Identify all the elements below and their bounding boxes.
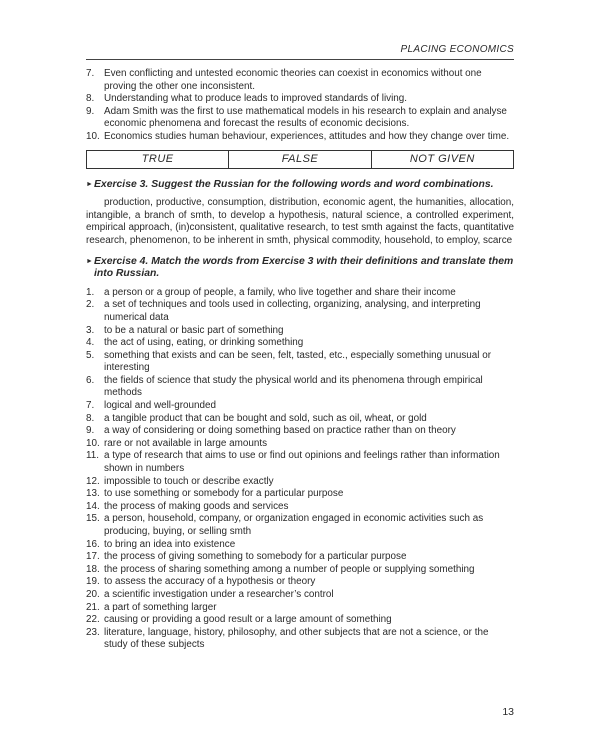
list-item xyxy=(86,501,514,514)
item-text: to assess the accuracy of a hypothesis or theory xyxy=(104,576,316,588)
item-text: a person, household, company, or organization engaged in economic activities such as producing, buying, or selling smth xyxy=(104,513,484,537)
item-number: 5. xyxy=(86,349,95,361)
item-text: the process of giving something to somebody for a particular purpose xyxy=(104,551,407,563)
item-number: 21. xyxy=(86,601,100,613)
list-item xyxy=(86,627,514,652)
item-number: 14. xyxy=(86,500,100,512)
option-false: FALSE xyxy=(228,151,370,168)
item-number: 16. xyxy=(86,538,100,550)
item-number: 9. xyxy=(86,425,95,437)
list-item xyxy=(86,287,514,300)
page-number: 13 xyxy=(502,706,514,718)
item-number: 18. xyxy=(86,563,100,575)
list-item xyxy=(86,513,514,538)
item-number: 10. xyxy=(86,437,100,449)
statements-list xyxy=(86,68,514,144)
item-text: impossible to touch or describe exactly xyxy=(104,475,274,487)
item-number: 10. xyxy=(86,130,100,142)
item-text: a scientific investigation under a researcher’s control xyxy=(104,588,334,600)
item-text: a tangible product that can be bought and sold, such as oil, wheat, or gold xyxy=(104,412,427,424)
item-text: logical and well-grounded xyxy=(104,400,216,412)
item-number: 8. xyxy=(86,412,95,424)
item-number: 7. xyxy=(86,68,95,79)
item-number: 22. xyxy=(86,614,100,626)
item-number: 3. xyxy=(86,324,95,336)
item-number: 20. xyxy=(86,588,100,600)
exercise4-title: Exercise 4. Match the words from Exercise 3 with their definitions and translate them into Russian. xyxy=(94,255,514,280)
item-text: Understanding what to produce leads to improved standards of living. xyxy=(104,93,408,105)
item-text: a person or a group of people, a family, who live together and share their income xyxy=(104,286,456,298)
list-item xyxy=(86,476,514,489)
list-item xyxy=(86,576,514,589)
list-item xyxy=(86,400,514,413)
item-text: a part of something larger xyxy=(104,601,217,613)
definitions-list xyxy=(86,287,514,652)
item-number: 23. xyxy=(86,626,100,638)
item-number: 17. xyxy=(86,551,100,563)
exercise3-heading xyxy=(86,179,514,192)
item-text: a type of research that aims to use or find out opinions and feelings rather than information shown in numbers xyxy=(104,450,500,475)
exercise4-heading xyxy=(86,256,514,281)
list-item xyxy=(86,551,514,564)
item-text: Economics studies human behaviour, experiences, attitudes and how they change over time. xyxy=(104,130,510,142)
item-text: something that exists and can be seen, felt, tasted, etc., especially something unusual or interesting xyxy=(104,349,491,374)
list-item xyxy=(86,375,514,400)
list-item xyxy=(86,589,514,602)
option-true: TRUE xyxy=(141,152,174,165)
item-text: rare or not available in large amounts xyxy=(104,437,268,449)
exercise3-word-list: production, productive, consumption, distribution, economic agent, the humanities, allocation, intangible, a branch of smth, to develop a hypothesis, natural science, a controlled experiment, empirical approach, (in)consistent, qualitative research, to test smth against the facts, quantitative research, phenomenon, to be inherent in smth, physical commodity, household, to employ, scarce xyxy=(86,197,514,246)
item-text: to be a natural or basic part of something xyxy=(104,324,284,336)
list-item xyxy=(86,413,514,426)
list-item xyxy=(86,325,514,338)
item-number: 9. xyxy=(86,105,95,117)
item-text: the process of sharing something among a number of people or supplying something xyxy=(104,563,475,575)
item-text: a way of considering or doing something based on practice rather than on theory xyxy=(104,425,456,437)
arrow-icon: ► xyxy=(86,180,93,188)
item-number: 13. xyxy=(86,488,100,500)
answer-options-table xyxy=(86,150,514,169)
item-number: 12. xyxy=(86,475,100,487)
list-item xyxy=(86,68,514,93)
item-text: a set of techniques and tools used in collecting, organizing, analysing, and interpreting numerical data xyxy=(104,299,481,323)
item-number: 11. xyxy=(86,450,99,462)
item-number: 1. xyxy=(86,286,95,298)
list-item xyxy=(86,450,514,475)
item-number: 19. xyxy=(86,576,100,588)
list-item xyxy=(86,299,514,324)
exercise3-title: Exercise 3. Suggest the Russian for the following words and word combinations. xyxy=(94,178,494,190)
item-text: Even conflicting and untested economic theories can coexist in economics without one proving the other one inconsistent. xyxy=(104,68,482,92)
item-number: 4. xyxy=(86,337,95,349)
item-number: 6. xyxy=(86,374,95,386)
item-text: the process of making goods and services xyxy=(104,500,289,512)
item-text: to bring an idea into existence xyxy=(104,538,236,550)
list-item xyxy=(86,425,514,438)
content xyxy=(86,68,514,652)
list-item xyxy=(86,488,514,501)
list-item xyxy=(86,131,514,144)
item-number: 2. xyxy=(86,299,95,311)
item-text: causing or providing a good result or a large amount of something xyxy=(104,614,392,626)
list-item xyxy=(86,106,514,131)
list-item xyxy=(86,602,514,615)
list-item xyxy=(86,564,514,577)
list-item xyxy=(86,438,514,451)
item-text: to use something or somebody for a particular purpose xyxy=(104,488,344,500)
item-text: the act of using, eating, or drinking something xyxy=(104,337,304,349)
list-item xyxy=(86,337,514,350)
item-number: 15. xyxy=(86,513,100,525)
list-item xyxy=(86,93,514,106)
list-item xyxy=(86,350,514,375)
item-text: Adam Smith was the first to use mathematical models in his research to explain and analyse economic phenomena and forecast the results of economic decisions. xyxy=(104,105,507,130)
item-text: literature, language, history, philosophy, and other subjects that are not a science, or the study of these subjects xyxy=(104,626,489,651)
arrow-icon: ► xyxy=(86,257,93,265)
running-header: PLACING ECONOMICS xyxy=(86,44,514,60)
item-number: 7. xyxy=(86,400,95,412)
item-number: 8. xyxy=(86,93,95,105)
item-text: the fields of science that study the physical world and its phenomena through empirical methods xyxy=(104,374,483,399)
list-item xyxy=(86,614,514,627)
option-not-given: NOT GIVEN xyxy=(371,151,513,168)
list-item xyxy=(86,539,514,552)
